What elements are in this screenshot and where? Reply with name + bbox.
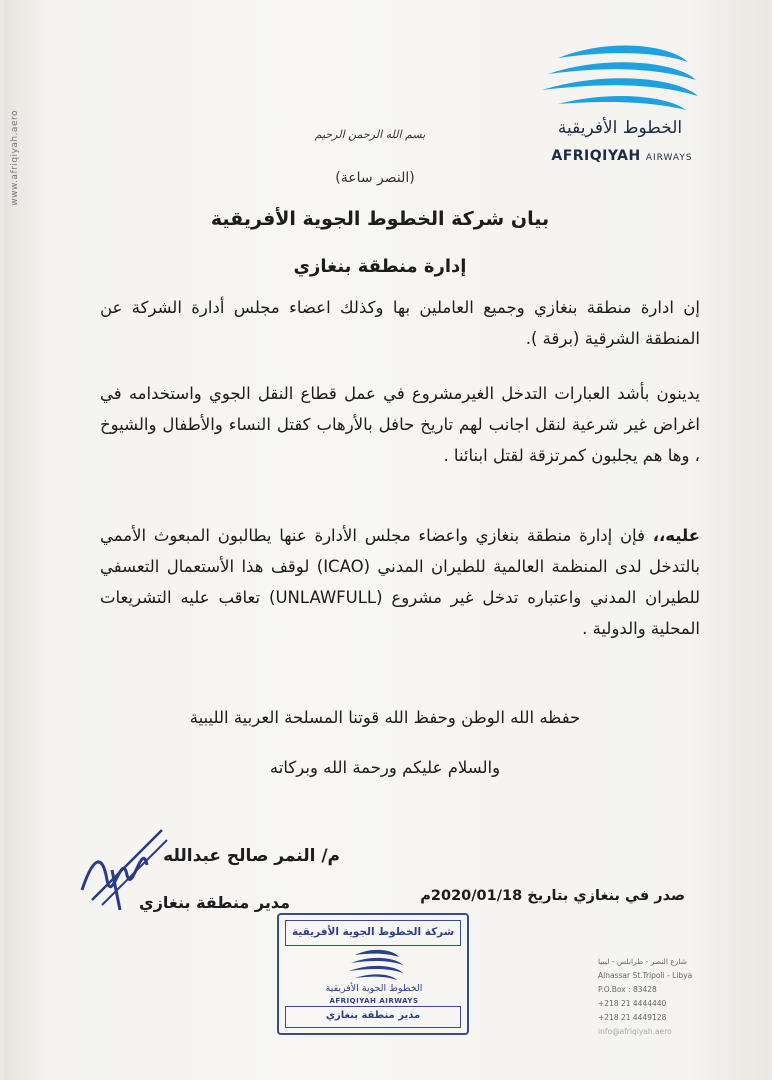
logo-arabic-name: الخطوط الأفريقية xyxy=(557,118,683,138)
handwritten-note: (النصر ساعة) xyxy=(335,170,415,186)
footer-tel: +218 21 4444440 xyxy=(598,999,667,1008)
signatory-title: مدير منطقة بنغازي xyxy=(139,893,290,912)
logo-sub: AIRWAYS xyxy=(645,153,693,163)
closing-prayer: حفظه الله الوطن وحفظ الله قوتنا المسلحة العربية الليبية xyxy=(189,708,581,727)
stamp-top-text: شركة الخطوط الجوية الأفريقية xyxy=(285,920,461,946)
stamp-bottom-text: مدير منطقة بنغازي xyxy=(285,1006,461,1028)
logo-english-name xyxy=(522,145,722,164)
logo-brand: AFRIQIYAH xyxy=(551,148,641,164)
footer-fax: +218 21 4449128 xyxy=(598,1013,667,1022)
footer-address-en: Alnassar St.Tripoli - Libya xyxy=(598,971,693,980)
company-stamp xyxy=(277,913,469,1035)
closing-greeting: والسلام عليكم ورحمة الله وبركاته xyxy=(269,758,501,777)
statement-title: بيان شركة الخطوط الجوية الأفريقية xyxy=(210,208,550,230)
side-url: www.afriqiyah.aero xyxy=(10,110,20,206)
signatory-name: م/ النمر صالح عبدالله xyxy=(163,846,340,866)
footer-contact xyxy=(598,955,748,1039)
afriqiyah-logo-icon xyxy=(518,40,728,160)
issue-date xyxy=(380,888,685,904)
issue-date-value: 2020/01/18م xyxy=(420,888,523,904)
paragraph-3-body: فإن إدارة منطقة بنغازي واعضاء مجلس الأدارة عنها يطالبون المبعوث الأممي بالتدخل لدى المنظمة العالمية للطيران المدني (ICAO) لوقف هذا الأستعمال التعسفي للطيران المدني واعتباره تدخل غير مشروع (UNLAWFULL) تعاقب عليه التشريعات المحلية والدولية . xyxy=(100,526,700,638)
stamp-arabic-name: الخطوط الجوية الأفريقية xyxy=(325,983,423,994)
stamp-english-name: AFRIQIYAH AIRWAYS xyxy=(329,997,419,1005)
paragraph-2: يدينون بأشد العبارات التدخل الغيرمشروع في عمل قطاع النقل الجوي واستخدامه في اغراض غير شرعية لنقل اجانب لهم تاريخ حافل بالأرهاب كقتل النساء والأطفال والشيوخ ، وها هم يجلبون كمرتزقة لقتل ابنائنا . xyxy=(100,384,700,465)
issue-date-prefix: صدر في بنغازي بتاريخ xyxy=(522,888,685,904)
footer-address-ar: شارع النصر - طرابلس - ليبيا xyxy=(598,957,687,966)
stamp-logo-icon xyxy=(341,947,411,987)
paragraph-1: إن ادارة منطقة بنغازي وجميع العاملين بها وكذلك اعضاء مجلس أدارة الشركة عن المنطقة الشرقية (برقة ). xyxy=(100,298,700,348)
paragraph-3 xyxy=(100,520,700,644)
paragraph-3-lead: عليه،، xyxy=(652,526,700,545)
footer-pobox: P.O.Box : 83428 xyxy=(598,985,657,994)
statement-subtitle: إدارة منطقة بنغازي xyxy=(293,256,467,277)
basmala: بسم الله الرحمن الرحيم xyxy=(314,128,426,141)
footer-email: info@afriqiyah.aero xyxy=(598,1027,672,1036)
